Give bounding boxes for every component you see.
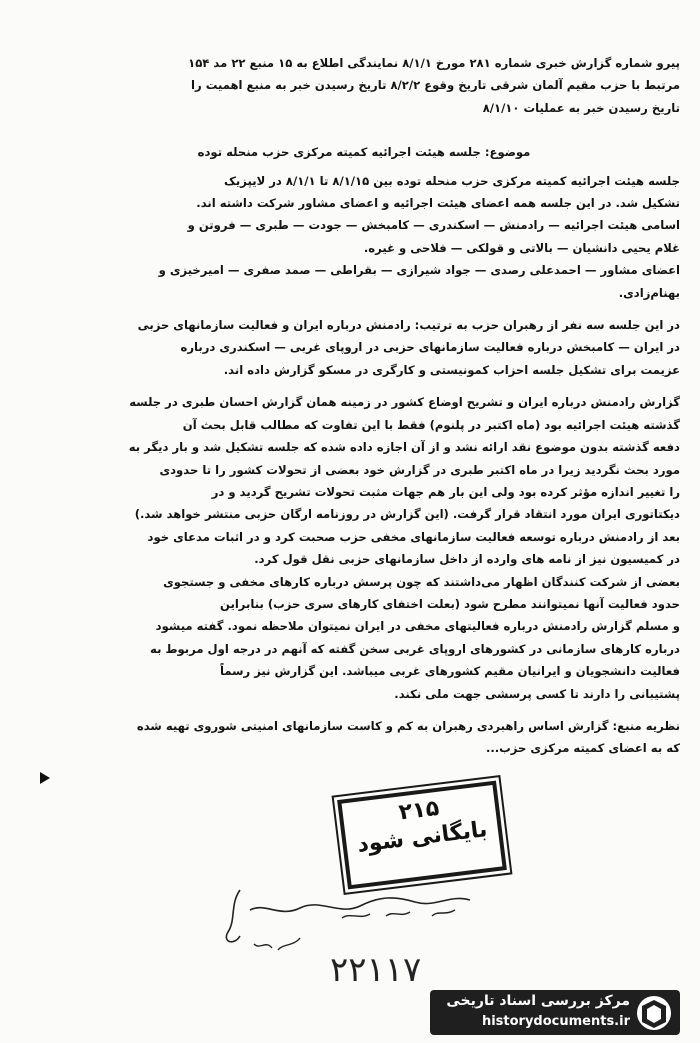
document-line: دفعه گذشته بدون موضوع نقد ارائه نشد و از آن اجازه داده شده که جلسه تشکیل شد و بار دیگر به [128, 440, 680, 455]
paragraph-gap [48, 381, 680, 391]
paragraph-gap [48, 705, 680, 715]
document-line: جلسه هیئت اجرائیه کمیته مرکزی حزب منحله توده بین ۸/۱/۱۵ تا ۸/۱/۱ در لایپزیک [224, 173, 680, 188]
watermark-org-name: مرکز بررسی اسناد تاریخی [446, 993, 630, 1009]
document-line: مرتبط با حزب مقیم آلمان شرقی تاریخ وقوع ۸/۲/۲ تاریخ رسیدن خبر به منبع اهمیت را [191, 78, 680, 93]
paragraph-gap [48, 119, 680, 129]
document-line: بعد از رادمنش درباره توسعه فعالیت سازمانهای مخفی حزب صحبت کرد و در اثبات مدعای خود [147, 529, 680, 544]
document-line: و مسلم گزارش رادمنش درباره فعالیتهای مخفی در ایران نمیتوان ملاحظه نمود. گفته میشود [155, 619, 680, 634]
document-body [48, 52, 680, 760]
watermark-site: historydocuments.ir [481, 1014, 630, 1029]
document-line: درباره کارهای سازمانی در کشورهای اروپای غربی سخن گفته که آنهم در درجه اول مربوط به [150, 641, 680, 656]
document-line: گذشته هیئت اجرائیه بود (ماه اکتبر در پلنوم) فقط با این تفاوت که مطالب قابل بحث آن [182, 417, 680, 432]
document-line: موضوع: جلسه هیئت اجرائیه کمیته مرکزی حزب منحله توده [197, 145, 531, 160]
handwritten-note-signature [210, 880, 480, 960]
document-line: بهنام‌زادی. [618, 285, 680, 300]
document-line: در کمیسیون نیز از نامه های وارده از داخل سازمانهای حزبی نقل قول کرد. [254, 552, 680, 567]
document-line: پیرو شماره گزارش خبری شماره ۲۸۱ مورخ ۸/۱/۱ نمایندگی اطلاع به ۱۵ منبع ۲۲ مد ۱۵۴ [188, 56, 680, 70]
archive-logo-icon [634, 994, 674, 1032]
document-line: فعالیت دانشجویان و ایرانیان مقیم کشورهای غربی میباشد. این گزارش نیز رسماً [219, 664, 680, 679]
document-line: دیکتاتوری ایران مورد انتقاد قرار گرفت. (این گزارش در روزنامه ارگان حزبی منتشر خواهد شد.) [134, 507, 680, 522]
document-line: اسامی هیئت اجرائیه — رادمنش — اسکندری — کامبخش — جودت — طبری — فروتن و [187, 218, 680, 233]
watermark-banner [430, 990, 680, 1035]
stamp-text: بایگانی شود [355, 817, 489, 858]
document-line: در ایران — کامبخش درباره فعالیت سازمانهای حزبی در اروپای غربی — اسکندری درباره [180, 340, 680, 355]
document-line: بعضی از شرکت کنندگان اظهار می‌داشتند که چون پرسش درباره کارهای مخفی و جستجوی [163, 574, 680, 589]
stamp-number: ۲۱۵ [397, 795, 441, 826]
paragraph-gap [48, 304, 680, 314]
margin-mark-icon [38, 770, 52, 786]
document-line: تشکیل شد. در این جلسه همه اعضای هیئت اجرائیه و اعضای مشاور شرکت داشته اند. [196, 196, 680, 211]
document-line: اعضای مشاور — احمدعلی رصدی — جواد شیرازی — بقراطی — صمد صفری — امیرخیزی و [158, 263, 680, 278]
document-line: غلام یحیی دانشیان — بالاتی و قولکی — فلاحی و غیره. [363, 240, 680, 255]
document-number: ۲۲۱۱۷ [330, 950, 422, 990]
document-line: عزیمت برای تشکیل جلسه احزاب کمونیستی و کارگری در مسکو گزارش داده اند. [223, 362, 680, 377]
document-line: تاریخ رسیدن خبر به عملیات ۸/۱/۱۰ [482, 100, 680, 115]
document-line: مورد بحث نگردید زیرا در ماه اکتبر طبری در گزارش خود بعضی از تحولات کشور را تا حدودی [159, 462, 680, 477]
archive-stamp [337, 781, 507, 890]
document-line: گزارش رادمنش درباره ایران و تشریح اوضاع کشور در زمینه همان گزارش احسان طبری در جلسه [129, 395, 680, 410]
document-line: حدود فعالیت آنها نمیتوانند مطرح شود (بعلت اختفای کارهای سری حزب) بنابراین [220, 596, 680, 611]
document-line: که به اعضای کمیته مرکزی حزب... [485, 741, 680, 756]
document-line: پشتیبانی را دارند تا کسی پرسشی جهت ملی نکند. [394, 686, 680, 701]
document-line: را تغییر اندازه مؤثر کرده بود ولی این بار هم جهات مثبت تحولات تشریح گردید و در [211, 484, 680, 499]
document-line: در این جلسه سه نفر از رهبران حزب به ترتیب: رادمنش درباره ایران و فعالیت سازمانهای حزبی [137, 318, 680, 333]
document-line: نظریه منبع: گزارش اساس راهبردی رهبران به کم و کاست سازمانهای امنیتی شوروی تهیه شده [136, 718, 680, 733]
